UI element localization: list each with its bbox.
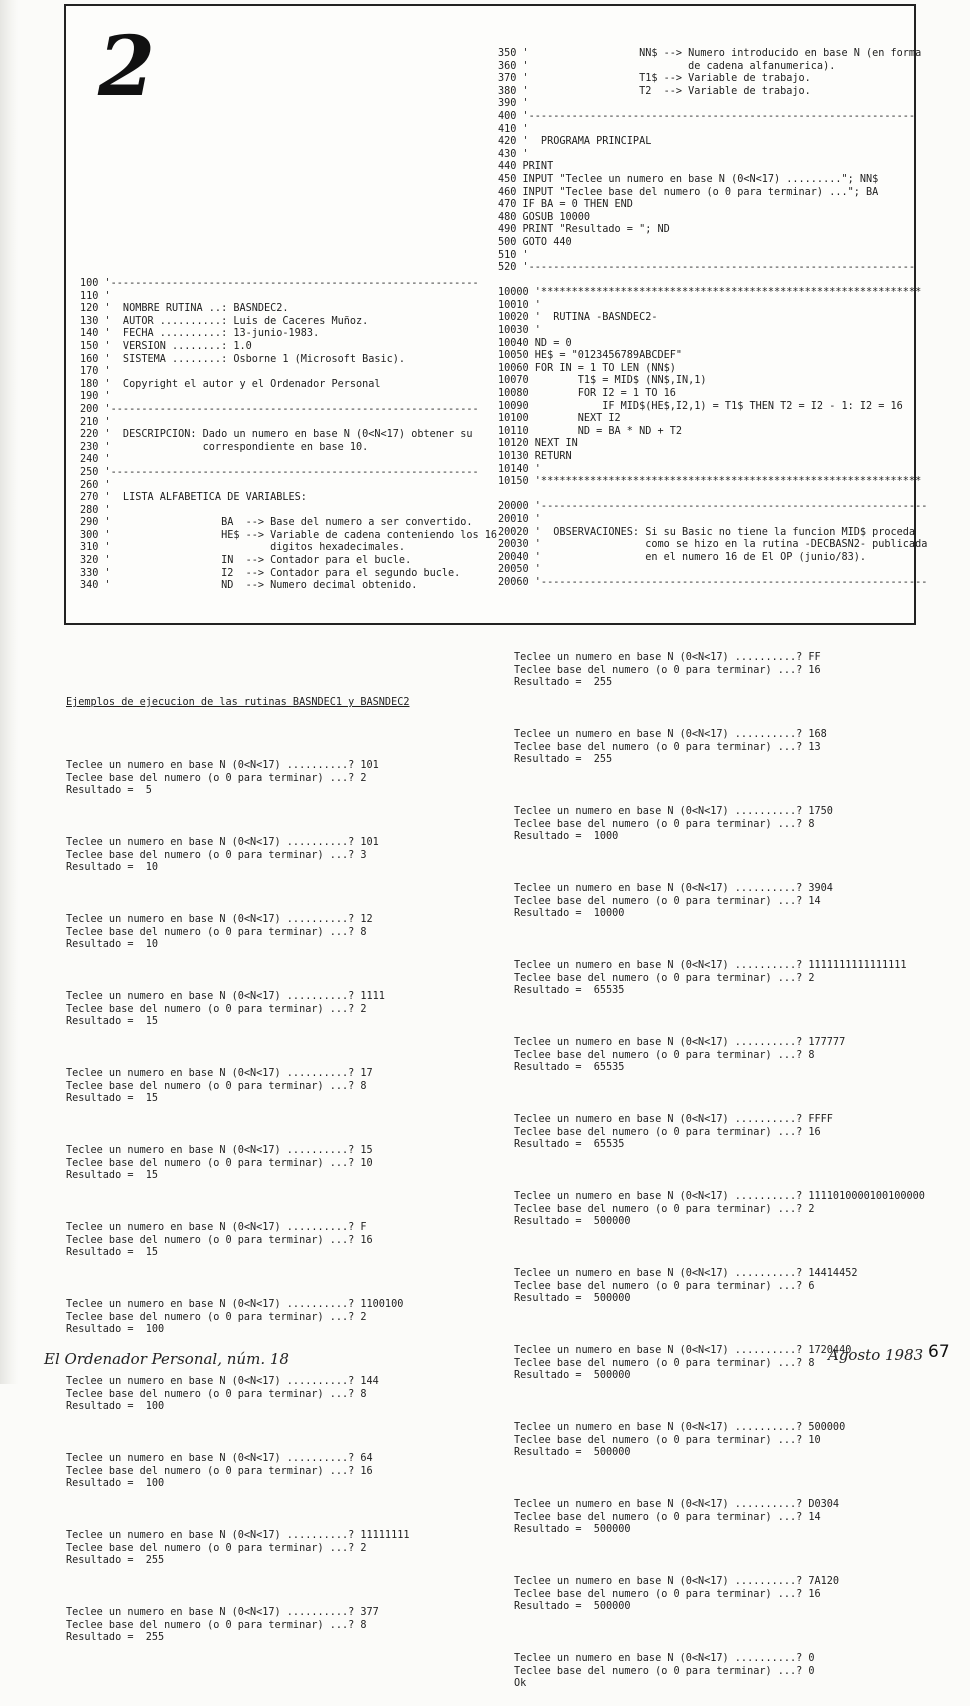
example-run: Teclee un numero en base N (0<N<17) ..........? 1111 Teclee base del numero (o 0 para terminar) ...? 2 Resultado = 15 <box>66 991 385 1028</box>
examples-title: Ejemplos de ejecucion de las rutinas BASNDEC1 y BASNDEC2 <box>66 697 410 708</box>
example-run: Teclee un numero en base N (0<N<17) ..........? 101 Teclee base del numero (o 0 para terminar) ...? 3 Resultado = 10 <box>66 837 379 874</box>
listing-right-column: 350 ' NN$ --> Numero introducido en base N (en forma 360 ' de cadena alfanumerica). 370 ' T1$ --> Variable de trabajo. 380 ' T2 --> Variable de trabajo. 390 ' 400 '--------------------------------------------------------------- 410 ' 420 ' PROGRAMA PRINCIPAL 430 ' 440 PRINT 450 INPUT "Teclee un numero en base N (0<N<17) ........."; NN$ 460 INPUT "Teclee base del numero (o 0 para terminar) ..."; BA 470 IF BA = 0 THEN END 480 GOSUB 10000 490 PRINT "Resultado = "; ND 500 GOTO 440 510 ' 520 '--------------------------------------------------------------- 10000 '************************************************************** 10010 ' 10020 ' RUTINA -BASNDEC2- 10030 ' 10040 ND = 0 10050 HE$ = "0123456789ABCDEF" 10060 FOR IN = 1 TO LEN (NN$) 10070 T1$ = MID$ (NN$,IN,1) 10080 FOR I2 = 1 TO 16 10090 IF MID$(HE$,I2,1) = T1$ THEN T2 = I2 - 1: I2 = 16 10100 NEXT I2 10110 ND = BA * ND + T2 10120 NEXT IN 10130 RETURN 10140 ' 10150 '************************************************************** 20000 '--------------------------------------------------------------- 20010 ' 20020 ' OBSERVACIONES: Si su Basic no tiene la funcion MID$ proceda 20030 ' como se hizo en la rutina -DECBASN2- publicada 20040 ' en el numero 16 de El OP (junio/83). 20050 ' 20060 '--------------------------------------------------------------- <box>498 48 928 588</box>
example-run: Teclee un numero en base N (0<N<17) ..........? 1720440 Teclee base del numero (o 0 para terminar) ...? 8 Resultado = 500000 <box>514 1345 852 1382</box>
example-run: Teclee un numero en base N (0<N<17) ..........? 1100100 Teclee base del numero (o 0 para terminar) ...? 2 Resultado = 100 <box>66 1299 404 1336</box>
example-run: Teclee un numero en base N (0<N<17) ..........? 17 Teclee base del numero (o 0 para terminar) ...? 8 Resultado = 15 <box>66 1068 373 1105</box>
example-run: Teclee un numero en base N (0<N<17) ..........? 64 Teclee base del numero (o 0 para terminar) ...? 16 Resultado = 100 <box>66 1453 373 1490</box>
example-run: Teclee un numero en base N (0<N<17) ..........? 14414452 Teclee base del numero (o 0 para terminar) ...? 6 Resultado = 500000 <box>514 1268 858 1305</box>
example-run: Teclee un numero en base N (0<N<17) ..........? 11111111 Teclee base del numero (o 0 para terminar) ...? 2 Resultado = 255 <box>66 1530 410 1567</box>
example-run: Teclee un numero en base N (0<N<17) ..........? D0304 Teclee base del numero (o 0 para terminar) ...? 14 Resultado = 500000 <box>514 1499 840 1536</box>
example-run: Teclee un numero en base N (0<N<17) ..........? 1750 Teclee base del numero (o 0 para terminar) ...? 8 Resultado = 1000 <box>514 806 833 843</box>
example-run: Teclee un numero en base N (0<N<17) ..........? 101 Teclee base del numero (o 0 para terminar) ...? 2 Resultado = 5 <box>66 760 379 797</box>
page-number: 67 <box>928 1342 950 1362</box>
examples-right-column <box>514 627 934 1706</box>
example-run: Teclee un numero en base N (0<N<17) ..........? 144 Teclee base del numero (o 0 para terminar) ...? 8 Resultado = 100 <box>66 1376 379 1413</box>
example-run: Teclee un numero en base N (0<N<17) ..........? F Teclee base del numero (o 0 para terminar) ...? 16 Resultado = 15 <box>66 1222 373 1259</box>
example-run: Teclee un numero en base N (0<N<17) ..........? 177777 Teclee base del numero (o 0 para terminar) ...? 8 Resultado = 65535 <box>514 1037 846 1074</box>
example-run: Teclee un numero en base N (0<N<17) ..........? FF Teclee base del numero (o 0 para terminar) ...? 16 Resultado = 255 <box>514 652 821 689</box>
example-run: Teclee un numero en base N (0<N<17) ..........? 1111010000100100000 Teclee base del numero (o 0 para terminar) ...? 2 Resultado = 500000 <box>514 1191 925 1228</box>
footer-date: Agosto 1983 <box>828 1346 924 1364</box>
program-listing-box <box>64 4 928 625</box>
example-run: Teclee un numero en base N (0<N<17) ..........? FFFF Teclee base del numero (o 0 para terminar) ...? 16 Resultado = 65535 <box>514 1114 833 1151</box>
chapter-number: 2 <box>98 19 156 115</box>
footer-magazine: El Ordenador Personal, núm. 18 <box>44 1350 289 1368</box>
example-run: Teclee un numero en base N (0<N<17) ..........? 7A120 Teclee base del numero (o 0 para terminar) ...? 16 Resultado = 500000 <box>514 1576 840 1613</box>
example-run: Teclee un numero en base N (0<N<17) ..........? 500000 Teclee base del numero (o 0 para terminar) ...? 10 Resultado = 500000 <box>514 1422 846 1459</box>
example-run: Teclee un numero en base N (0<N<17) ..........? 168 Teclee base del numero (o 0 para terminar) ...? 13 Resultado = 255 <box>514 729 827 766</box>
listing-left-column: 100 '------------------------------------------------------------ 110 ' 120 ' NOMBRE RUTINA ..: BASNDEC2. 130 ' AUTOR ..........: Luis de Caceres Muñoz. 140 ' FECHA ..........: 13-junio-1983. 150 ' VERSION ........: 1.0 160 ' SISTEMA ........: Osborne 1 (Microsoft Basic). 170 ' 180 ' Copyright el autor y el Ordenador Personal 190 ' 200 '------------------------------------------------------------ 210 ' 220 ' DESCRIPCION: Dado un numero en base N (0<N<17) obtener su 230 ' correspondiente en base 10. 240 ' 250 '------------------------------------------------------------ 260 ' 270 ' LISTA ALFABETICA DE VARIABLES: 280 ' 290 ' BA --> Base del numero a ser convertido. 300 ' HE$ --> Variable de cadena conteniendo los 16 310 ' digitos hexadecimales. 320 ' IN --> Contador para el bucle. 330 ' I2 --> Contador para el segundo bucle. 340 ' ND --> Numero decimal obtenido. <box>80 278 498 592</box>
example-run: Teclee un numero en base N (0<N<17) ..........? 3904 Teclee base del numero (o 0 para terminar) ...? 14 Resultado = 10000 <box>514 883 833 920</box>
example-run: Teclee un numero en base N (0<N<17) ..........? 1111111111111111 Teclee base del numero (o 0 para terminar) ...? 2 Resultado = 65535 <box>514 960 907 997</box>
example-run: Teclee un numero en base N (0<N<17) ..........? 0 Teclee base del numero (o 0 para terminar) ...? 0 Ok <box>514 1652 815 1690</box>
examples-left-column <box>66 735 486 1660</box>
example-run: Teclee un numero en base N (0<N<17) ..........? 15 Teclee base del numero (o 0 para terminar) ...? 10 Resultado = 15 <box>66 1145 373 1182</box>
example-run: Teclee un numero en base N (0<N<17) ..........? 12 Teclee base del numero (o 0 para terminar) ...? 8 Resultado = 10 <box>66 914 373 951</box>
page-spine-shadow <box>0 0 18 1384</box>
example-run: Teclee un numero en base N (0<N<17) ..........? 377 Teclee base del numero (o 0 para terminar) ...? 8 Resultado = 255 <box>66 1607 379 1644</box>
